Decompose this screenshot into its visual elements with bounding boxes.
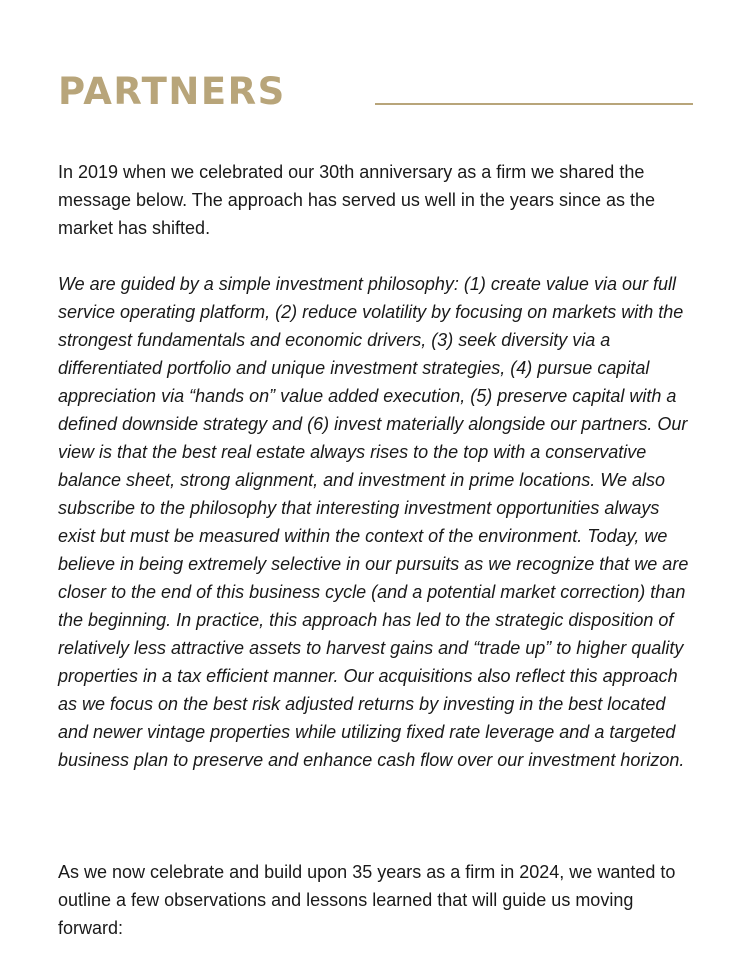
philosophy-quote-paragraph: We are guided by a simple investment philosophy: (1) create value via our full service operating platform, (2) reduce volatility by focusing on markets with the strongest fundamentals and economic drivers, (3) seek diversity via a differentiated portfolio and unique investment strategies, (4) pursue capital appreciation via “hands on” value added execution, (5) preserve capital with a defined downside strategy and (6) invest materially alongside our partners. Our view is that the best real estate always rises to the top with a conservative balance sheet, strong alignment, and investment in prime locations. We also subscribe to the philosophy that interesting investment opportunities always exist but must be measured within the context of the environment. Today, we believe in being extremely selective in our pursuits as we recognize that we are closer to the end of this business cycle (and a potential market correction) than the beginning. In practice, this approach has led to the strategic disposition of relatively less attractive assets to harvest gains and “trade up” to higher quality properties in a tax efficient manner. Our acquisitions also reflect this approach as we focus on the best risk adjusted returns by investing in the best located and newer vintage properties while utilizing fixed rate leverage and a targeted business plan to preserve and enhance cash flow over our investment horizon. bbox=[58, 274, 689, 770]
header-divider-line bbox=[375, 103, 693, 105]
page-title: PARTNERS bbox=[58, 70, 286, 113]
section-header bbox=[58, 70, 694, 114]
closing-paragraph: As we now celebrate and build upon 35 years as a firm in 2024, we wanted to outline a few observations and lessons learned that will guide us moving forward: bbox=[58, 862, 676, 938]
intro-paragraph: In 2019 when we celebrated our 30th anniversary as a firm we shared the message below. The approach has served us well in the years since as the market has shifted. bbox=[58, 162, 656, 238]
